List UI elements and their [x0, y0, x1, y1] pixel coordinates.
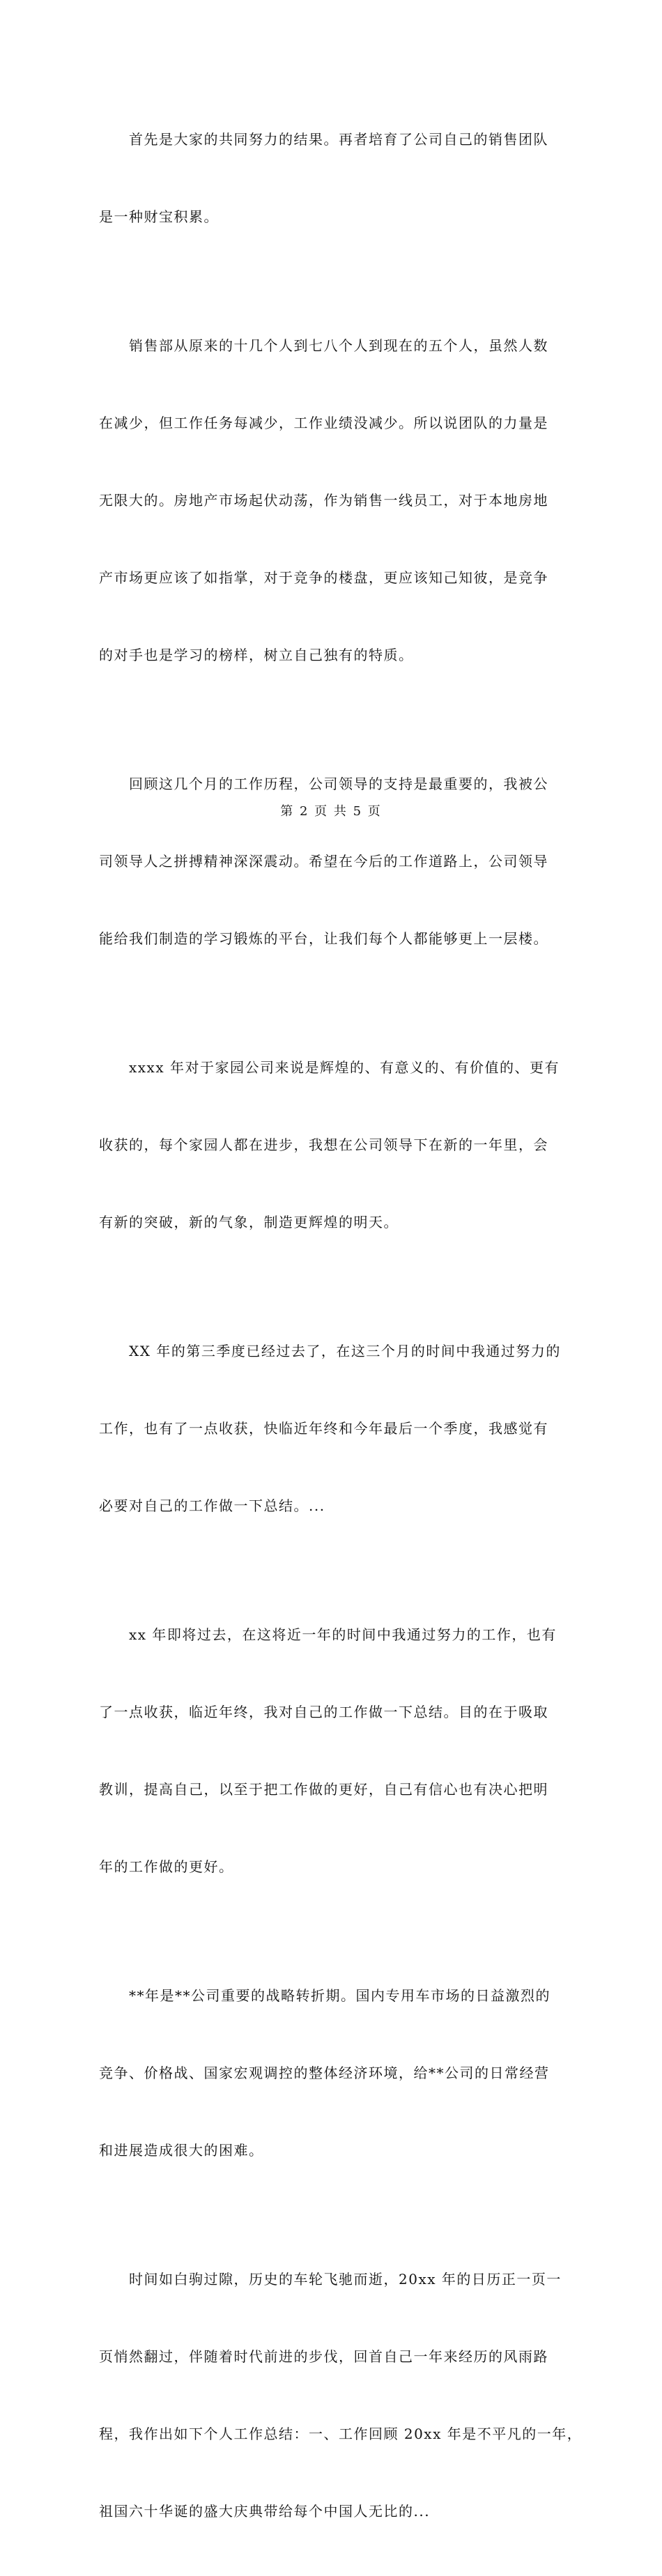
- text-line: 祖国六十华诞的盛大庆典带给每个中国人无比的...: [99, 2503, 431, 2520]
- text-line: 时间如白驹过隙，历史的车轮飞驰而逝，20xx 年的日历正一页一: [99, 2271, 562, 2288]
- document-body: [99, 75, 583, 2576]
- text-line: 在减少，但工作任务每减少，工作业绩没减少。所以说团队的力量是: [99, 415, 548, 431]
- paragraph-8: [99, 2215, 583, 2576]
- text-line: 收获的，每个家园人都在进步，我想在公司领导下在新的一年里，会: [99, 1136, 548, 1153]
- paragraph-2: [99, 281, 562, 720]
- text-line: 了一点收获，临近年终，我对自己的工作做一下总结。目的在于吸取: [99, 1704, 548, 1720]
- text-line: 是一种财宝积累。: [99, 208, 219, 225]
- text-line: 程，我作出如下个人工作总结：一、工作回顾 20xx 年是不平凡的一年，: [99, 2425, 583, 2442]
- text-line: 能给我们制造的学习锻炼的平台，让我们每个人都能够更上一层楼。: [99, 930, 548, 947]
- text-line: 教训，提高自己，以至于把工作做的更好，自己有信心也有决心把明: [99, 1781, 548, 1798]
- text-line: 销售部从原来的十几个人到七八个人到现在的五个人，虽然人数: [99, 337, 548, 354]
- paragraph-6: [99, 1571, 562, 1931]
- text-line: XX 年的第三季度已经过去了，在这三个月的时间中我通过努力的: [99, 1343, 561, 1359]
- paragraph-5: [99, 1287, 562, 1571]
- text-line: 的对手也是学习的榜样，树立自己独有的特质。: [99, 647, 414, 663]
- text-line: 竞争、价格战、国家宏观调控的整体经济环境，给**公司的日常经营: [99, 2065, 550, 2081]
- text-line: **年是**公司重要的战略转折期。国内专用车市场的日益激烈的: [99, 1987, 551, 2004]
- paragraph-7: [99, 1931, 562, 2215]
- text-line: xxxx 年对于家园公司来说是辉煌的、有意义的、有价值的、更有: [99, 1059, 560, 1076]
- text-line: 无限大的。房地产市场起伏动荡，作为销售一线员工，对于本地房地: [99, 492, 548, 509]
- paragraph-4: [99, 1003, 562, 1287]
- text-line: xx 年即将过去，在这将近一年的时间中我通过努力的工作，也有: [99, 1626, 557, 1643]
- text-line: 有新的突破，新的气象，制造更辉煌的明天。: [99, 1214, 399, 1231]
- text-line: 工作，也有了一点收获，快临近年终和今年最后一个季度，我感觉有: [99, 1420, 548, 1437]
- page-number: 第 2 页 共 5 页: [280, 804, 382, 819]
- text-line: 回顾这几个月的工作历程，公司领导的支持是最重要的，我被公: [99, 776, 548, 792]
- paragraph-3: [99, 720, 562, 1003]
- text-line: 和进展造成很大的困难。: [99, 2142, 264, 2159]
- text-line: 首先是大家的共同努力的结果。再者培育了公司自己的销售团队: [99, 131, 548, 148]
- text-line: 必要对自己的工作做一下总结。...: [99, 1497, 325, 1514]
- text-line: 年的工作做的更好。: [99, 1858, 234, 1875]
- text-line: 产市场更应该了如指掌，对于竞争的楼盘，更应该知己知彼，是竞争: [99, 569, 548, 586]
- text-line: 司领导人之拼搏精神深深震动。希望在今后的工作道路上，公司领导: [99, 853, 548, 870]
- paragraph-1: [99, 75, 562, 281]
- text-line: 页悄然翻过，伴随着时代前进的步伐，回首自己一年来经历的风雨路: [99, 2348, 548, 2365]
